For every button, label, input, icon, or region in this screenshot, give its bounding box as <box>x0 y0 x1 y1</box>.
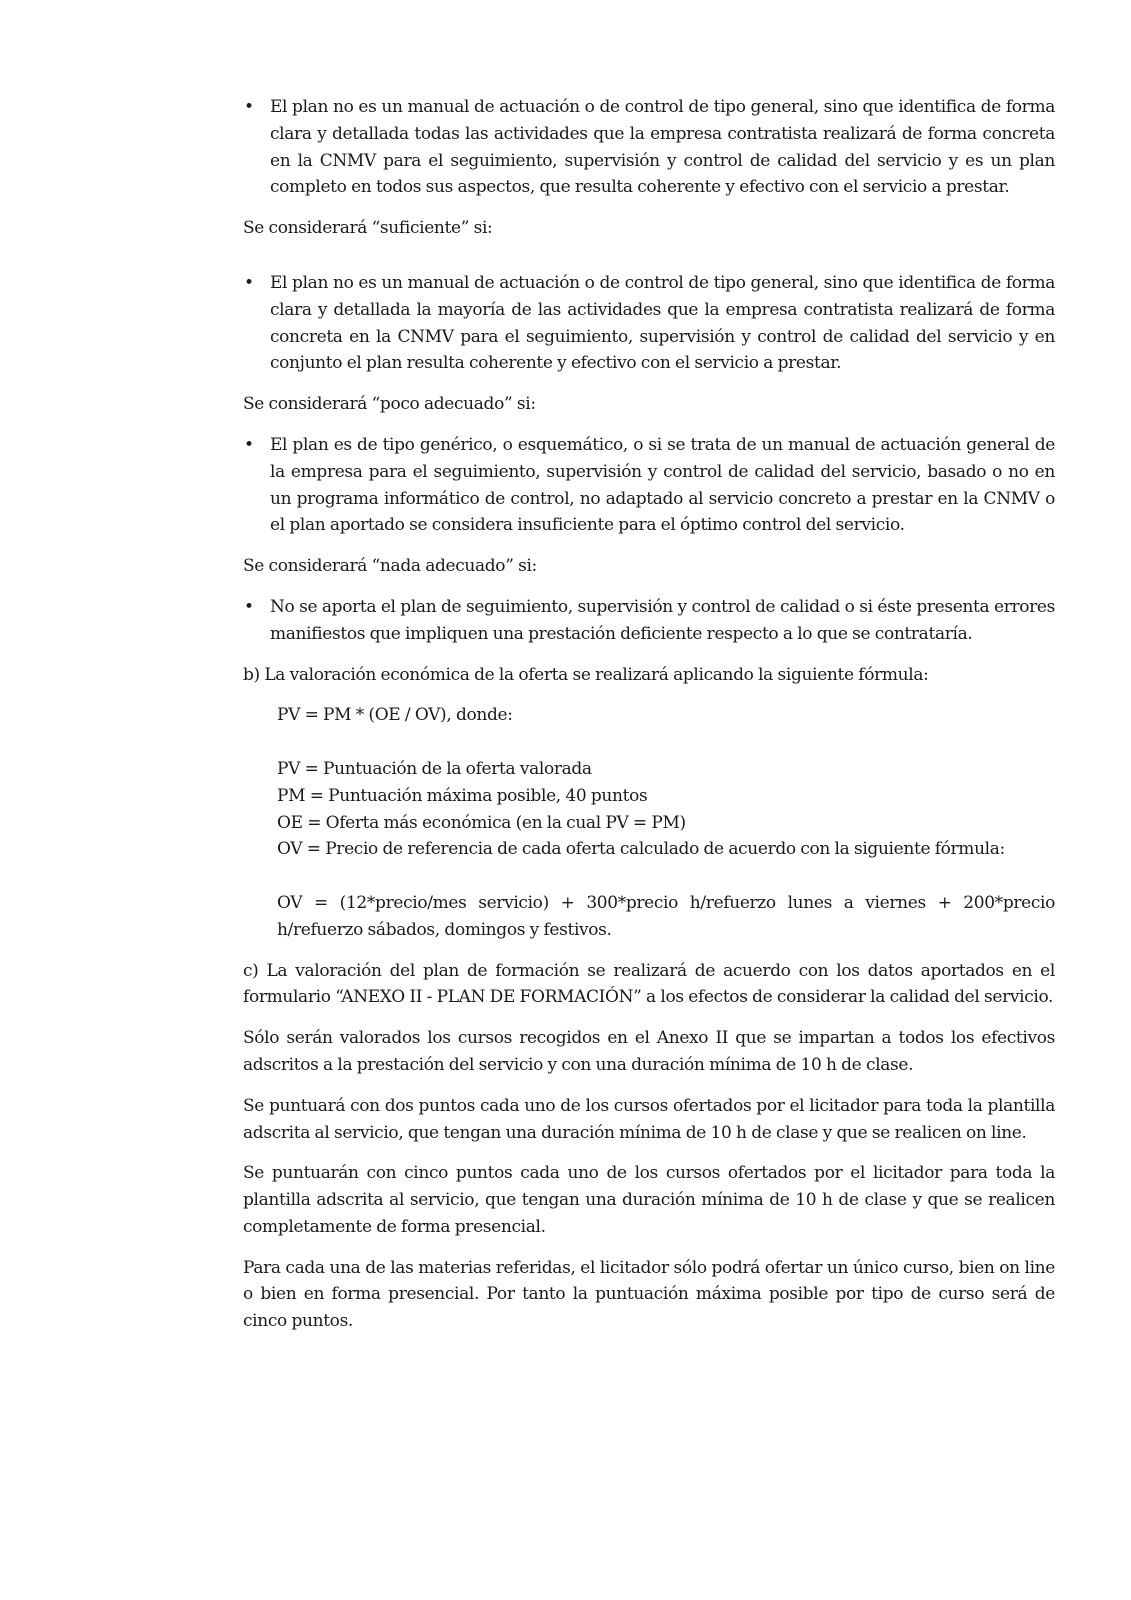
bullet-text: El plan es de tipo genérico, o esquemático, o si se trata de un manual de actuación general de la empresa para el seguimiento, supervisión y control de calidad del servicio, basado o no en un programa informático de control, no adaptado al servicio concreto a prestar en la CNMV o el plan aportado se considera insuficiente para el óptimo control del servicio. <box>270 434 1055 536</box>
list-item <box>243 270 1055 377</box>
list-item <box>243 432 1055 539</box>
heading-poco-adecuado: Se considerará “poco adecuado” si: <box>243 394 536 415</box>
bullet-icon: • <box>244 434 254 455</box>
paragraph-c: c) La valoración del plan de formación se realizará de acuerdo con los datos aportados en el formulario “ANEXO II - PLAN DE FORMACIÓN” a los efectos de considerar la calidad del servicio. <box>243 960 1055 1008</box>
formula-pm: PM = Puntuación máxima posible, 40 puntos <box>277 785 648 806</box>
paragraph-solo: Sólo serán valorados los cursos recogidos en el Anexo II que se impartan a todos los efectivos adscritos a la prestación del servicio y con una duración mínima de 10 h de clase. <box>243 1028 1055 1075</box>
paragraph-cinco-puntos: Se puntuarán con cinco puntos cada uno de los cursos ofertados por el licitador para toda la plantilla adscrita al servicio, que tengan una duración mínima de 10 h de clase y que se realicen completamente de forma presencial. <box>243 1163 1055 1237</box>
paragraph-b: b) La valoración económica de la oferta se realizará aplicando la siguiente fórmula: <box>243 664 929 685</box>
document-page <box>243 94 1055 1349</box>
heading-nada-adecuado: Se considerará “nada adecuado” si: <box>243 556 537 577</box>
formula-ov: OV = Precio de referencia de cada oferta calculado de acuerdo con la siguiente fórmula: <box>277 839 1005 860</box>
bullet-text: El plan no es un manual de actuación o de control de tipo general, sino que identifica de forma clara y detallada la mayoría de las actividades que la empresa contratista realizará de forma concreta en la CNMV para el seguimiento, supervisión y control de calidad del servicio y en conjunto el plan resulta coherente y efectivo con el servicio a prestar. <box>270 272 1055 374</box>
bullet-text: El plan no es un manual de actuación o de control de tipo general, sino que identifica de forma clara y detallada todas las actividades que la empresa contratista realizará de forma concreta en la CNMV para el seguimiento, supervisión y control de calidad del servicio y es un plan completo en todos sus aspectos, que resulta coherente y efectivo con el servicio a prestar. <box>270 97 1055 198</box>
paragraph-dos-puntos: Se puntuará con dos puntos cada uno de los cursos ofertados por el licitador para toda la plantilla adscrita al servicio, que tengan una duración mínima de 10 h de clase y que se realicen on line. <box>243 1095 1055 1143</box>
bullet-icon: • <box>244 596 254 617</box>
heading-suficiente: Se considerará “suficiente” si: <box>243 218 493 239</box>
bullet-icon: • <box>244 97 254 117</box>
formula-oe: OE = Oferta más económica (en la cual PV = PM) <box>277 812 686 833</box>
bullet-icon: • <box>244 272 254 293</box>
paragraph-cada-materia: Para cada una de las materias referidas, el licitador sólo podrá ofertar un único curso, bien on line o bien en forma presencial. Por tanto la puntuación máxima posible por tipo de curso será de cinco puntos. <box>243 1257 1055 1332</box>
bullet-text: No se aporta el plan de seguimiento, supervisión y control de calidad o si éste presenta errores manifiestos que impliquen una prestación deficiente respecto a lo que se contrataría. <box>270 596 1055 644</box>
list-item <box>243 94 1055 201</box>
list-item <box>243 594 1055 648</box>
formula-pv: PV = Puntuación de la oferta valorada <box>277 758 592 779</box>
formula-ov-detail: OV = (12*precio/mes servicio) + 300*precio h/refuerzo lunes a viernes + 200*precio h/refuerzo sábados, domingos y festivos. <box>277 892 1055 940</box>
formula-block <box>243 702 1055 943</box>
formula-main: PV = PM * (OE / OV), donde: <box>277 705 513 726</box>
